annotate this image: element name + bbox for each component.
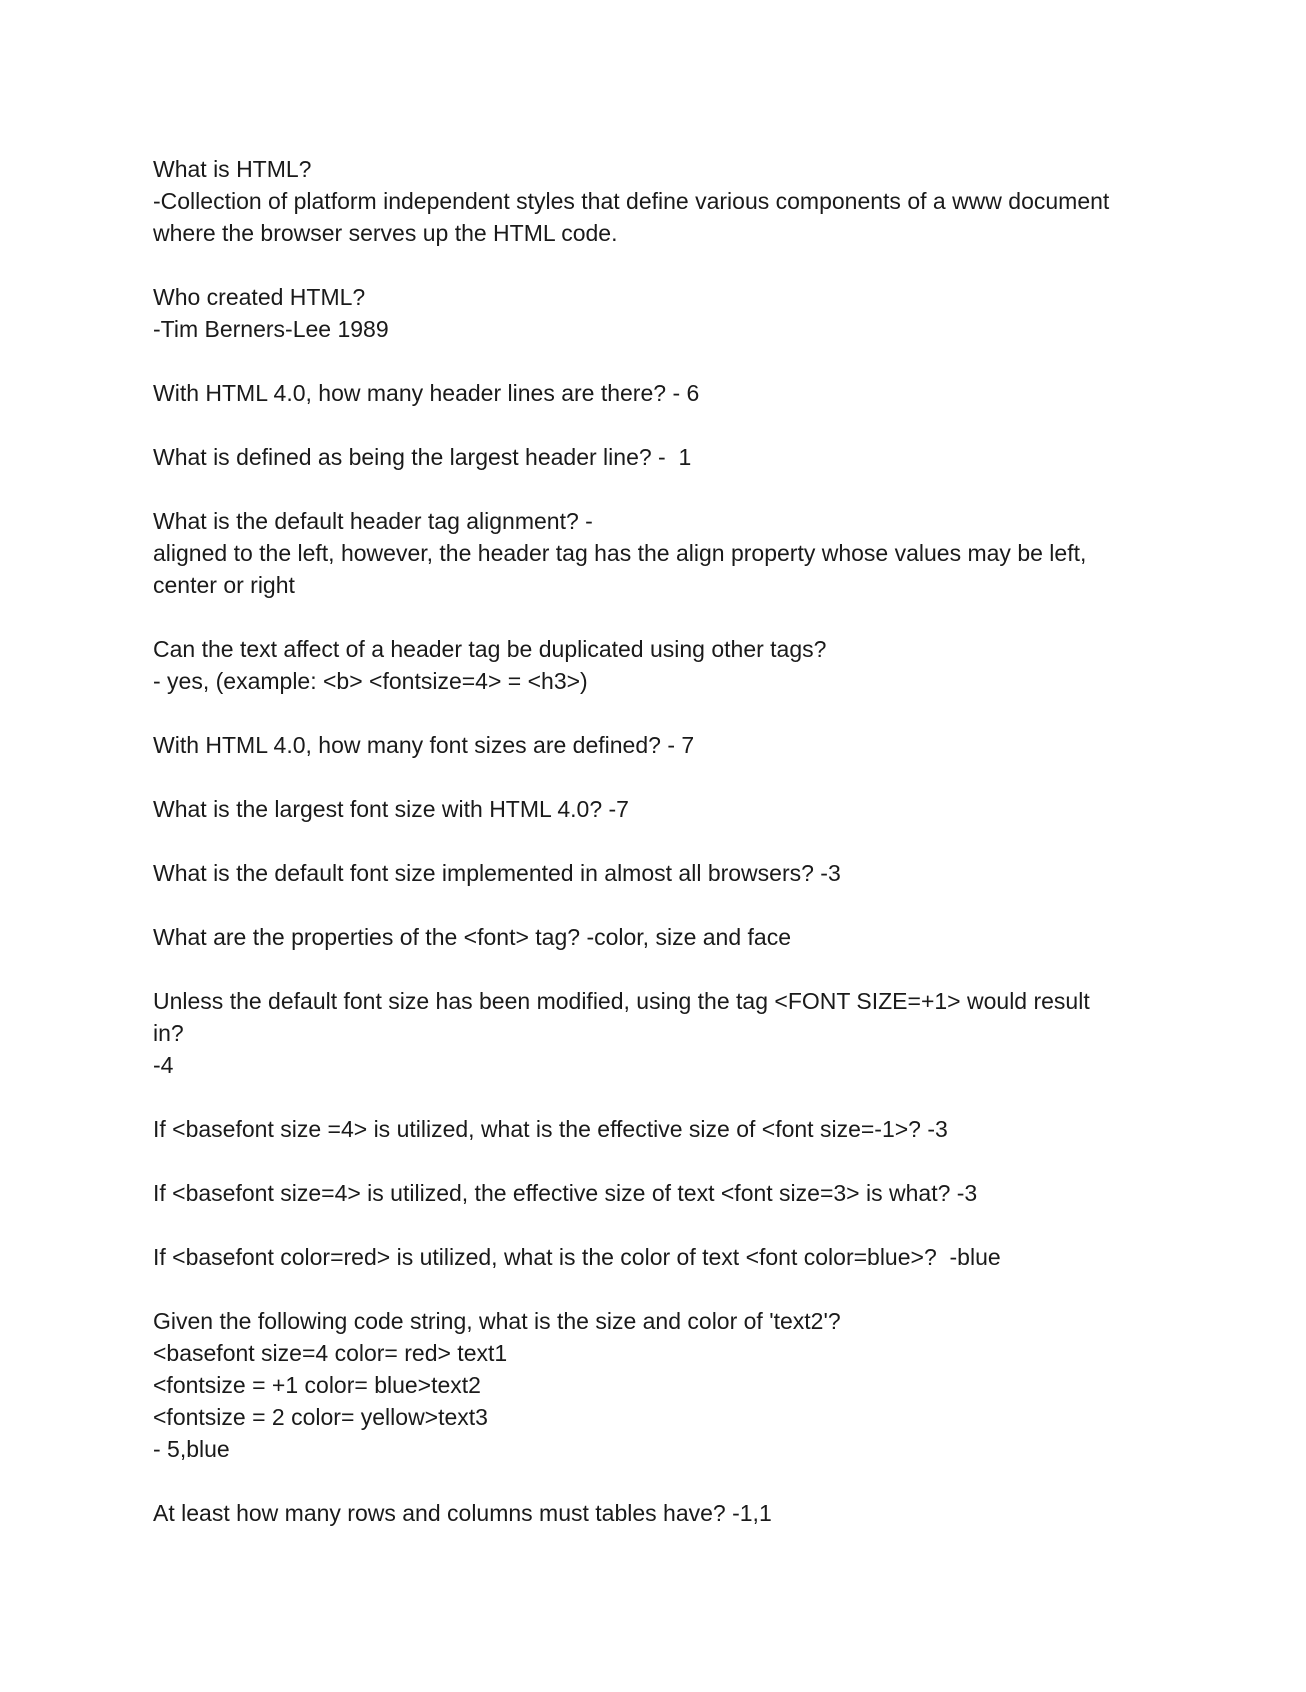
text-line: - 5,blue (153, 1436, 230, 1462)
text-line: At least how many rows and columns must tables have? -1,1 (153, 1500, 772, 1526)
text-line: aligned to the left, however, the header tag has the align property whose values may be left, (153, 540, 1087, 566)
text-line: Can the text affect of a header tag be duplicated using other tags? (153, 636, 827, 662)
blank-line (153, 473, 1163, 505)
text-line: <fontsize = +1 color= blue>text2 (153, 1372, 481, 1398)
text-line: With HTML 4.0, how many font sizes are defined? - 7 (153, 732, 695, 758)
text-line: What is HTML? (153, 156, 312, 182)
blank-line (153, 697, 1163, 729)
blank-line (153, 889, 1163, 921)
blank-line (153, 1081, 1163, 1113)
text-line: where the browser serves up the HTML code. (153, 220, 618, 246)
text-line: -Tim Berners-Lee 1989 (153, 316, 389, 342)
text-line: What is the default header tag alignment? - (153, 508, 593, 534)
text-line: - yes, (example: <b> <fontsize=4> = <h3>) (153, 668, 588, 694)
text-line: If <basefont size =4> is utilized, what is the effective size of <font size=-1>? -3 (153, 1116, 948, 1142)
blank-line (153, 1209, 1163, 1241)
blank-line (153, 345, 1163, 377)
text-line: <fontsize = 2 color= yellow>text3 (153, 1404, 488, 1430)
text-line: If <basefont size=4> is utilized, the effective size of text <font size=3> is what? -3 (153, 1180, 978, 1206)
text-line: What is the default font size implemented in almost all browsers? -3 (153, 860, 841, 886)
text-line: Given the following code string, what is the size and color of 'text2'? (153, 1308, 841, 1334)
text-line: What is defined as being the largest header line? - 1 (153, 444, 692, 470)
blank-line (153, 1273, 1163, 1305)
blank-line (153, 953, 1163, 985)
blank-line (153, 601, 1163, 633)
text-line: -Collection of platform independent styles that define various components of a www document (153, 188, 1110, 214)
document-body (153, 153, 1163, 1529)
blank-line (153, 1465, 1163, 1497)
text-line: center or right (153, 572, 295, 598)
text-line: <basefont size=4 color= red> text1 (153, 1340, 508, 1366)
text-line: What are the properties of the <font> tag? -color, size and face (153, 924, 791, 950)
text-line: Who created HTML? (153, 284, 366, 310)
blank-line (153, 409, 1163, 441)
text-line: in? (153, 1020, 184, 1046)
text-line: Unless the default font size has been modified, using the tag <FONT SIZE=+1> would result (153, 988, 1090, 1014)
blank-line (153, 249, 1163, 281)
text-line: -4 (153, 1052, 174, 1078)
text-line: If <basefont color=red> is utilized, what is the color of text <font color=blue>? -blue (153, 1244, 1001, 1270)
text-line: With HTML 4.0, how many header lines are there? - 6 (153, 380, 700, 406)
blank-line (153, 1145, 1163, 1177)
text-line: What is the largest font size with HTML 4.0? -7 (153, 796, 629, 822)
blank-line (153, 761, 1163, 793)
blank-line (153, 825, 1163, 857)
